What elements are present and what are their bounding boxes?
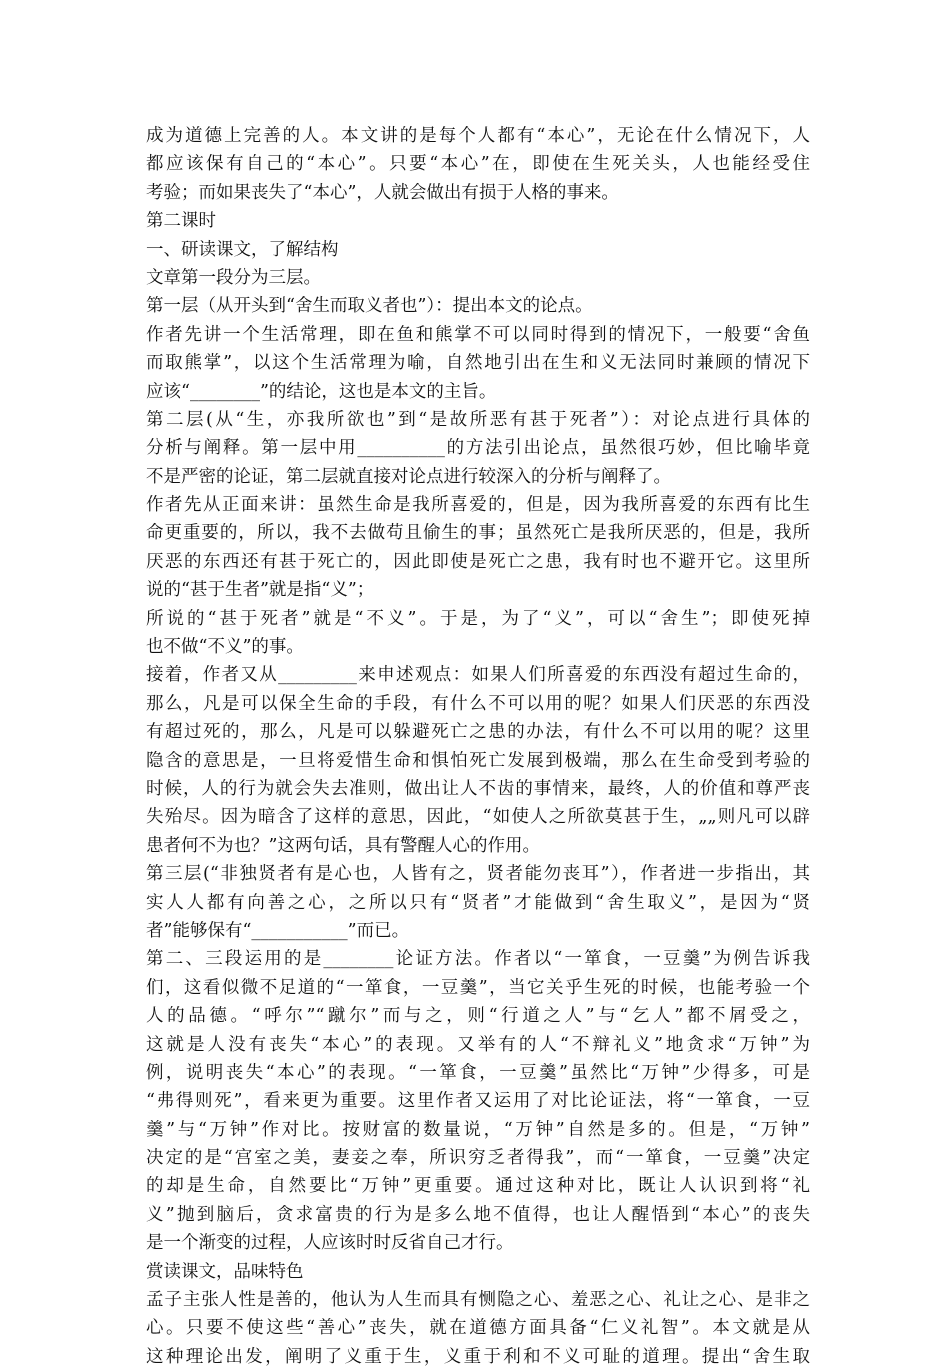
text-line: 是一个渐变的过程，人应该时时反省自己才行。 [146, 1233, 514, 1254]
text-line: 那么，凡是可以保全生命的手段，有什么不可以用的呢？如果人们厌恶的东西没 [146, 693, 810, 714]
text-line: 这种理论出发，阐明了义重于生，义重于利和不义可耻的道理。提出“舍生取 [146, 1346, 810, 1367]
text-line: 所说的“甚于死者”就是“不义”。于是，为了“义”，可以“舍生”；即使死掉 [146, 608, 810, 629]
text-line: 分析与阐释。第一层中用__________的方法引出论点，虽然很巧妙，但比喻毕竟 [146, 438, 810, 459]
text-line: 们，这看似微不足道的“一箪食，一豆羹”，当它关乎生死的时候，也能考验一个 [146, 977, 810, 998]
text-line: 有超过死的，那么，凡是可以躲避死亡之患的办法，有什么不可以用的呢？这里 [146, 722, 810, 743]
text-line: 时候，人的行为就会失去准则，做出让人不齿的事情来，最终，人的价值和尊严丧 [146, 778, 810, 799]
text-line: 厌恶的东西还有甚于死亡的，因此即使是死亡之患，我有时也不避开它。这里所 [146, 551, 810, 572]
text-line: “弗得则死”，看来更为重要。这里作者又运用了对比论证法，将“一箪食，一豆 [146, 1091, 810, 1112]
text-line: 第二课时 [146, 211, 216, 232]
text-line: 文章第一段分为三层。 [146, 267, 321, 288]
text-line: 的却是生命，自然要比“万钟”更重要。通过这种对比，既让人认识到将“礼 [146, 1176, 810, 1197]
text-line: 实人人都有向善之心，之所以只有“贤者”才能做到“舍生取义”，是因为“贤 [146, 892, 810, 913]
text-line: 作者先从正面来讲：虽然生命是我所喜爱的，但是，因为我所喜爱的东西有比生 [146, 495, 810, 516]
text-line: 失殆尽。因为暗含了这样的意思，因此，“如使人之所欲莫甚于生，„„则凡可以辟 [146, 807, 810, 828]
text-line: 患者何不为也？”这两句话，具有警醒人心的作用。 [146, 835, 540, 856]
text-line: 例，说明丧失“本心”的表现。“一箪食，一豆羹”虽然比“万钟”少得多，可是 [146, 1062, 810, 1083]
text-line: 说的“甚于生者”就是指“义”； [146, 580, 375, 601]
text-line: 也不做“不义”的事。 [146, 637, 304, 658]
text-line: 都应该保有自己的“本心”。只要“本心”在，即使在生死关头，人也能经受住 [146, 154, 810, 175]
text-line: 第一层（从开头到“舍生而取义者也”）：提出本文的论点。 [146, 296, 593, 317]
text-line: 隐含的意思是，一旦将爱惜生命和惧怕死亡发展到极端，那么在生命受到考验的 [146, 750, 810, 771]
text-line: 这就是人没有丧失“本心”的表现。又举有的人“不辩礼义”地贪求“万钟”为 [146, 1034, 810, 1055]
text-line: 羹”与“万钟”作对比。按财富的数量说，“万钟”自然是多的。但是，“万钟” [146, 1119, 810, 1140]
text-line: 作者先讲一个生活常理，即在鱼和熊掌不可以同时得到的情况下，一般要“舍鱼 [146, 324, 810, 345]
text-line: 而取熊掌”，以这个生活常理为喻，自然地引出在生和义无法同时兼顾的情况下 [146, 353, 810, 374]
text-line: 义”抛到脑后，贪求富贵的行为是多么地不值得，也让人醒悟到“本心”的丧失 [146, 1204, 810, 1225]
text-line: 考验；而如果丧失了“本心”，人就会做出有损于人格的事来。 [146, 182, 619, 203]
text-line: 决定的是“宫室之美，妻妾之奉，所识穷乏者得我”，而“一箪食，一豆羹”决定 [146, 1148, 810, 1169]
text-line: 孟子主张人性是善的，他认为人生而具有恻隐之心、羞恶之心、礼让之心、是非之 [146, 1290, 810, 1311]
text-line: 者”能够保有“___________”而已。 [146, 920, 410, 941]
document-page [146, 122, 810, 1371]
text-line: 心。只要不使这些“善心”丧失，就在道德方面具备“仁义礼智”。本文就是从 [146, 1318, 810, 1339]
text-line: 应该“________”的结论，这也是本文的主旨。 [146, 381, 497, 402]
text-line: 命更重要的，所以，我不去做苟且偷生的事；虽然死亡是我所厌恶的，但是，我所 [146, 523, 810, 544]
text-line: 人的品德。“呼尔”“蹴尔”而与之，则“行道之人”与“乞人”都不屑受之， [146, 1006, 810, 1027]
text-line: 接着，作者又从_________来申述观点：如果人们所喜爱的东西没有超过生命的， [146, 665, 810, 686]
text-line: 第二层(从“生，亦我所欲也”到“是故所恶有甚于死者”）：对论点进行具体的 [146, 409, 810, 430]
text-line: 不是严密的论证，第二层就直接对论点进行较深入的分析与阐释了。 [146, 466, 671, 487]
text-line: 第三层(“非独贤者有是心也，人皆有之，贤者能勿丧耳”），作者进一步指出，其 [146, 864, 810, 885]
text-line: 赏读课文，品味特色 [146, 1261, 304, 1282]
text-line: 成为道德上完善的人。本文讲的是每个人都有“本心”，无论在什么情况下，人 [146, 126, 810, 146]
text-line: 一、研读课文，了解结构 [146, 239, 339, 260]
text-line: 第二、三段运用的是________论证方法。作者以“一箪食，一豆羹”为例告诉我 [146, 949, 810, 970]
